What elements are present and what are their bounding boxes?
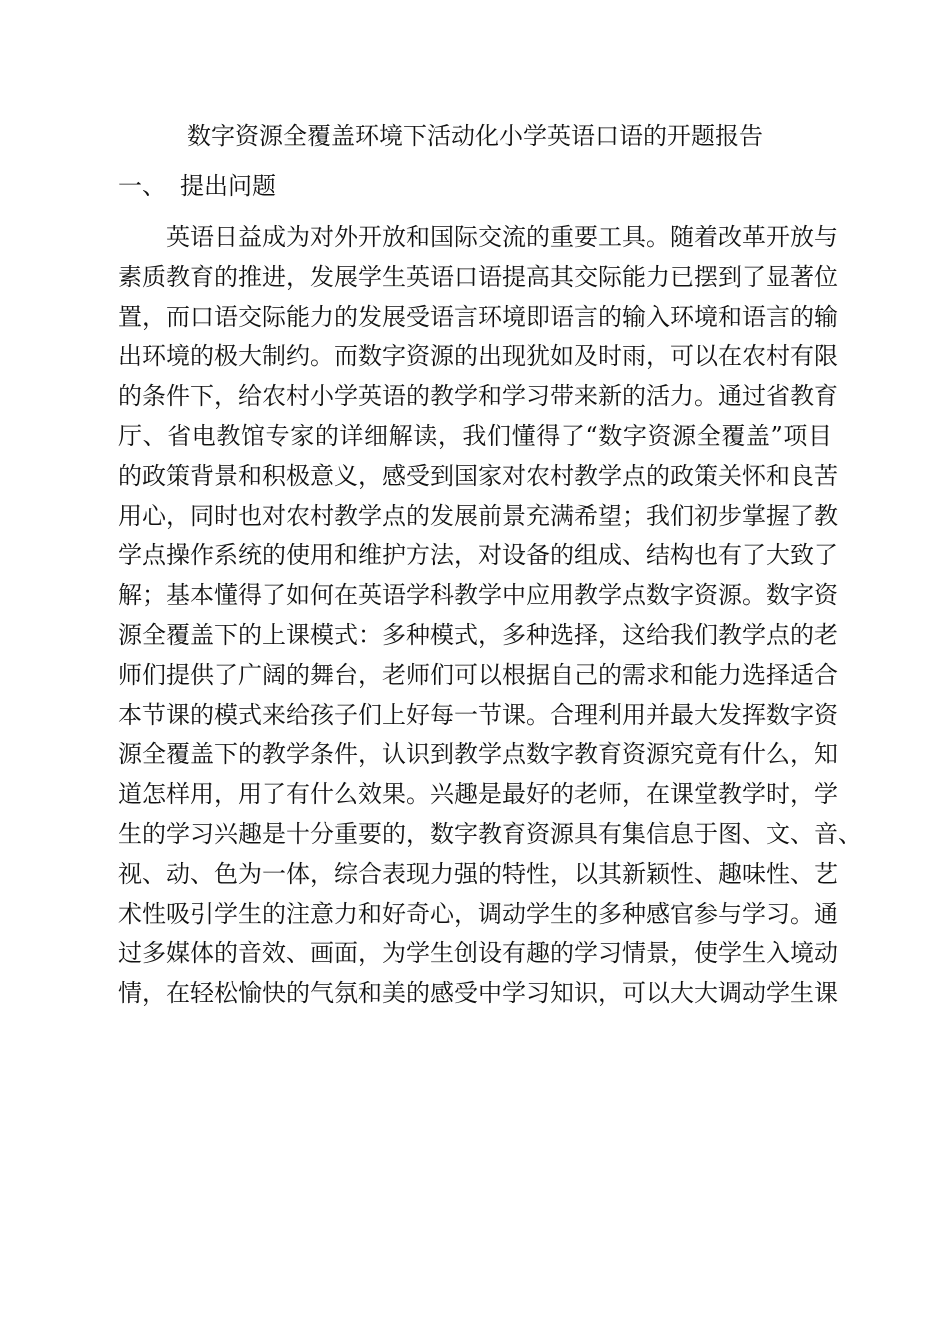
body-line: 生的学习兴趣是十分重要的，数字教育资源具有集信息于图、文、音、 [118,819,862,848]
document-title: 数字资源全覆盖环境下活动化小学英语口语的开题报告 [187,122,763,150]
body-line: 素质教育的推进，发展学生英语口语提高其交际能力已摆到了显著位 [118,262,838,291]
body-line: 用心，同时也对农村教学点的发展前景充满希望；我们初步掌握了教 [118,501,838,530]
body-line: 术性吸引学生的注意力和好奇心，调动学生的多种感官参与学习。通 [118,899,838,928]
body-line: 师们提供了广阔的舞台，老师们可以根据自己的需求和能力选择适合 [118,660,838,689]
body-line: 源全覆盖下的教学条件，认识到教学点数字教育资源究竟有什么，知 [118,740,838,769]
body-line: 过多媒体的音效、画面，为学生创设有趣的学习情景，使学生入境动 [118,939,838,968]
body-line: 视、动、色为一体，综合表现力强的特性，以其新颖性、趣味性、艺 [118,859,838,888]
body-line: 置，而口语交际能力的发展受语言环境即语言的输入环境和语言的输 [118,302,838,331]
body-line: 解；基本懂得了如何在英语学科教学中应用教学点数字资源。数字资 [118,581,838,610]
section-heading [118,168,276,204]
body-line: 的政策背景和积极意义，感受到国家对农村教学点的政策关怀和良苦 [118,461,838,490]
body-line: 英语日益成为对外开放和国际交流的重要工具。随着改革开放与 [166,223,838,251]
body-line: 道怎样用，用了有什么效果。兴趣是最好的老师，在课堂教学时，学 [118,780,838,809]
body-line: 源全覆盖下的上课模式：多种模式，多种选择，这给我们教学点的老 [118,620,838,649]
body-line: 学点操作系统的使用和维护方法，对设备的组成、结构也有了大致了 [118,541,838,570]
section-number: 一、 [118,172,166,200]
body-line: 情，在轻松愉快的气氛和美的感受中学习知识，可以大大调动学生课 [118,979,838,1008]
body-line: 出环境的极大制约。而数字资源的出现犹如及时雨，可以在农村有限 [118,342,838,371]
body-line: 的条件下，给农村小学英语的教学和学习带来新的活力。通过省教育 [118,382,838,411]
body-line: 本节课的模式来给孩子们上好每一节课。合理利用并最大发挥数字资 [118,700,838,729]
section-heading-text: 提出问题 [180,172,276,200]
body-paragraph [118,218,862,1014]
body-line: 厅、省电教馆专家的详细解读，我们懂得了“数字资源全覆盖”项目 [118,421,832,450]
